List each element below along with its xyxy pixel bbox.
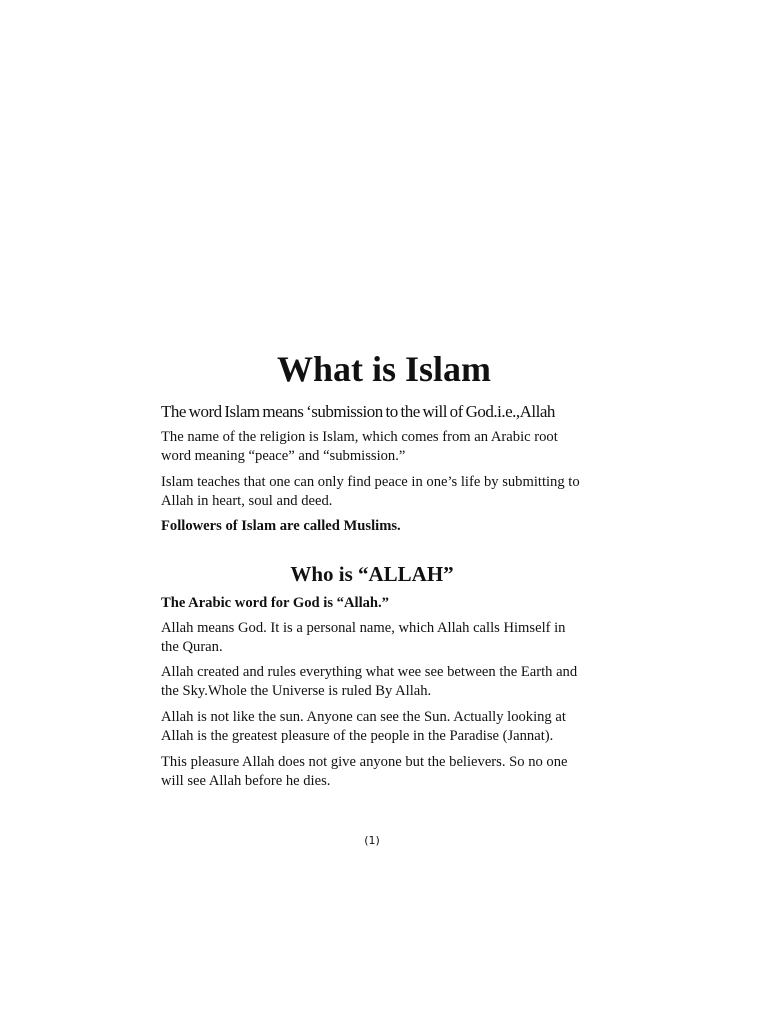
paragraph-not-like-sun: Allah is not like the sun. Anyone can see the Sun. Actually looking at Allah is the greatest pleasure of the people in the Paradise (Jannat). [161, 709, 566, 744]
section-heading-who-is-allah: Who is “ALLAH” [290, 562, 454, 586]
paragraph-arabic-word: The Arabic word for God is “Allah.” [161, 595, 389, 611]
page-number: (1) [364, 834, 380, 847]
paragraph-personal-name: Allah means God. It is a personal name, which Allah calls Himself in the Quran. [161, 620, 566, 655]
paragraph-creation: Allah created and rules everything what wee see between the Earth and the Sky.Whole the Universe is ruled By Allah. [161, 664, 578, 699]
page-title: What is Islam [276, 349, 492, 389]
paragraph-followers: Followers of Islam are called Muslims. [161, 518, 401, 534]
paragraph-religion-name: The name of the religion is Islam, which comes from an Arabic root word meaning “peace” and “submission.” [161, 429, 558, 464]
paragraph-finding-peace: Islam teaches that one can only find peace in one’s life by submitting to Allah in heart, soul and deed. [161, 474, 580, 509]
lead-sentence: The word Islam means ‘submission to the will of God.i.e.,Allah [161, 402, 555, 421]
paragraph-believers: This pleasure Allah does not give anyone but the believers. So no one will see Allah before he dies. [161, 754, 568, 789]
